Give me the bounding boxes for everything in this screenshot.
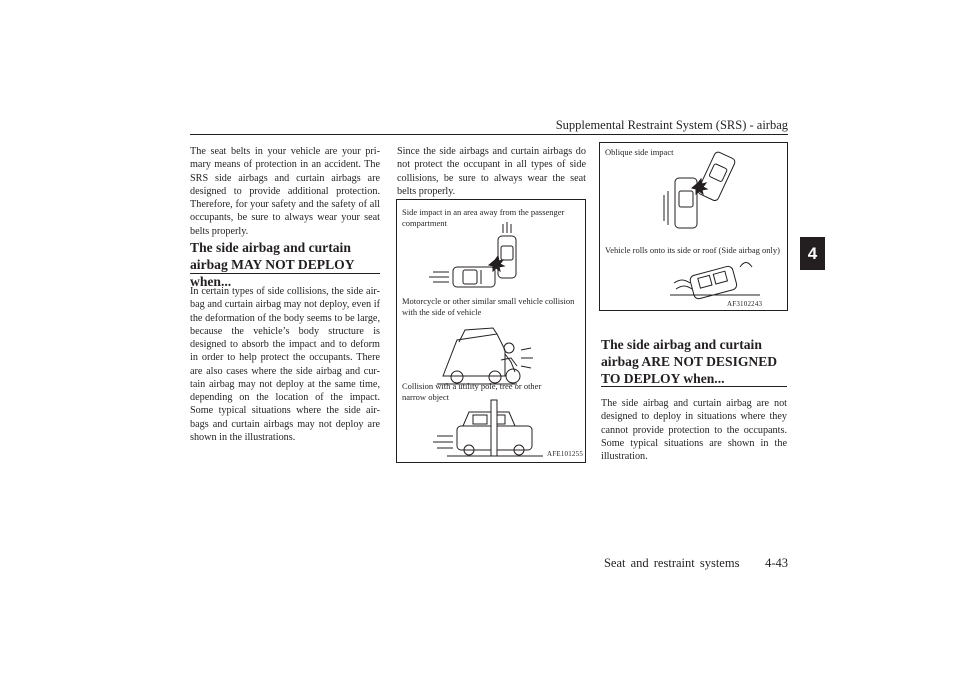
figure-caption-rollover: Vehicle rolls onto its side or roof (Side airbag only)	[605, 245, 780, 255]
figure-caption-motorcycle: Motorcycle or other similar small vehicle collision with the side of vehicle	[402, 296, 575, 317]
footer-section: Seat and restraint systems	[603, 556, 740, 570]
col3-body-paragraph: The side airbag and curtain airbag are not designed to deploy in situations where they cannot provide protection to the occupants. Some typical situations are shown in the illustration.	[601, 398, 787, 462]
figure-may-not-deploy	[396, 199, 586, 463]
heading-not-designed: The side airbag and curtain airbag ARE NOT DESIGNED TO DEPLOY when...	[601, 337, 778, 386]
chapter-tab[interactable]: 4	[800, 237, 825, 270]
figure-code: AF3102243	[727, 300, 763, 308]
header-rule	[190, 134, 788, 135]
figure-caption-pole: Collision with a utility pole, tree or other narrow object	[402, 381, 542, 402]
figure-code: AFE101255	[547, 450, 584, 458]
figure-caption-side-impact: Side impact in an area away from the passenger compartment	[402, 207, 565, 228]
running-header: Supplemental Restraint System (SRS) - airbag	[555, 118, 788, 132]
footer-page-number: 4-43	[765, 556, 788, 570]
col2-intro-paragraph: Since the side airbags and curtain airbags do not protect the occupant in all types of side collisions, be sure to always wear the seat belts properly.	[397, 146, 586, 197]
figure-not-designed	[599, 142, 788, 311]
car-collision-illustrations	[397, 200, 585, 462]
heading-rule	[190, 273, 380, 274]
heading-may-not-deploy: The side airbag and curtain airbag MAY NOT DEPLOY when...	[190, 240, 355, 289]
page-footer	[560, 556, 788, 571]
col1-intro-paragraph: The seat belts in your vehicle are your pri-mary means of protection in an accident. The SRS side airbags and curtain airbags are designed to provide additional protection. Therefore, for your safety and the safety of all occupants, be sure to always wear your seat belts properly.	[190, 146, 380, 237]
figure-caption-oblique: Oblique side impact	[605, 147, 674, 157]
heading-rule	[601, 386, 787, 387]
col1-body-paragraph: In certain types of side collisions, the side air-bag and curtain airbag may not deploy, even if the deformation of the body seems to be large, because the vehicle’s body structure is designed to absorb the impact and to deform in order to help protect the occupants. There are also cases where the side airbag and cur-tain airbag may not deploy at the same time, depending on the location of the impact. Some typical situations where the side air-bags and curtain airbags may not deploy are shown in the illustrations.	[190, 286, 380, 443]
oblique-rollover-illustrations	[600, 143, 787, 310]
